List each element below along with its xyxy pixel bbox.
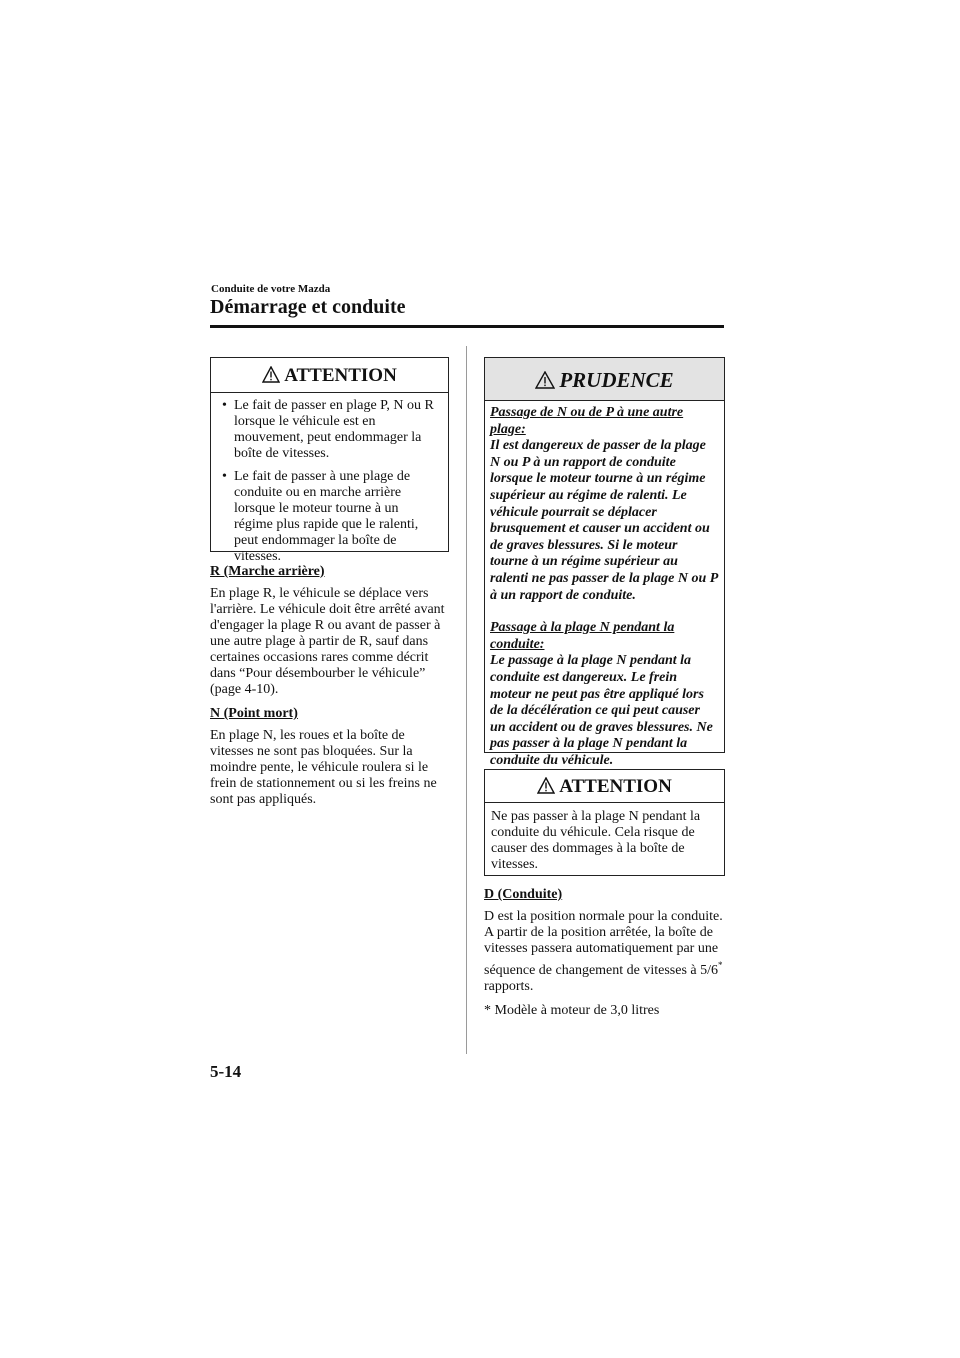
attention-header <box>211 358 448 393</box>
prudence-paragraph: Le passage à la plage N pendant la conduite est dangereux. Le frein moteur ne peut pas être appliqué lors de la décélération ce qui peut causer un accident ou de graves blessures. Ne pas passer à la plage N pendant la conduite du véhicule. <box>490 653 713 768</box>
r-heading: R (Marche arrière) <box>210 564 325 579</box>
d-text-end: rapports. <box>484 979 534 994</box>
bullet-dot-icon: • <box>222 469 227 484</box>
page-number: 5-14 <box>210 1062 242 1081</box>
header-rule <box>210 325 724 328</box>
attention-title: ATTENTION <box>284 365 397 386</box>
attention-box-right <box>484 769 725 876</box>
column-divider <box>466 346 467 1054</box>
footnote: * Modèle à moteur de 3,0 litres <box>484 1003 660 1018</box>
bullet-dot-icon: • <box>222 398 227 413</box>
warning-triangle-icon <box>262 360 280 396</box>
warning-triangle-icon <box>537 772 555 806</box>
attention-bullet <box>222 398 440 462</box>
footnote-marker: * <box>718 960 723 970</box>
d-text: D est la position normale pour la conduite. A partir de la position arrêtée, la boîte de vitesses passera automatiquement par une séquence de changement de vitesses à 5/6 <box>484 909 723 978</box>
prudence-subheading: Passage de N ou de P à une autre plage: <box>490 405 684 437</box>
prudence-subheading: Passage à la plage N pendant la conduite: <box>490 620 675 652</box>
warning-triangle-icon <box>535 360 555 404</box>
attention-box-left <box>210 357 449 564</box>
left-column-text <box>210 564 450 808</box>
prudence-box <box>484 357 725 768</box>
prudence-title: PRUDENCE <box>559 368 674 392</box>
prudence-paragraph: Il est dangereux de passer de la plage N ou P à un rapport de conduite lorsque le moteur tourne à un régime supérieur au régime de ralenti. Le véhicule pourrait se déplacer brusquement et causer un accident ou de graves blessures. Si le moteur tourne à un régime supérieur au ralenti ne pas passer de la plage N ou P à un rapport de conduite. <box>490 438 718 603</box>
d-heading: D (Conduite) <box>484 887 563 902</box>
attention-title: ATTENTION <box>559 776 672 797</box>
d-paragraph <box>484 909 726 995</box>
prudence-header <box>485 358 724 401</box>
attention-bullet <box>222 469 440 565</box>
attention-bullet-text: Le fait de passer en plage P, N ou R lorsque le véhicule est en mouvement, peut endommager la boîte de vitesses. <box>234 398 434 461</box>
right-column-text <box>484 887 726 1019</box>
attention-bullet-text: Le fait de passer à une plage de conduite ou en marche arrière lorsque le moteur tourne à un régime plus rapide que le ralenti, peut endommager la boîte de vitesses. <box>234 469 419 564</box>
attention-header <box>485 770 724 803</box>
r-paragraph: En plage R, le véhicule se déplace vers l'arrière. Le véhicule doit être arrêté avant d'engager la plage R ou avant de passer à une autre plage à partir de R, sauf dans certaines occasions rares comme décrit dans “Pour désembourber le véhicule” (page 4-10). <box>210 586 445 697</box>
attention-text: Ne pas passer à la plage N pendant la conduite du véhicule. Cela risque de causer des dommages à la boîte de vitesses. <box>491 809 701 872</box>
section-label: Conduite de votre Mazda <box>211 283 331 295</box>
n-heading: N (Point mort) <box>210 706 298 721</box>
page-title: Démarrage et conduite <box>210 296 406 318</box>
n-paragraph: En plage N, les roues et la boîte de vitesses ne sont pas bloquées. Sur la moindre pente, le véhicule roulera si le frein de stationnement ou si les freins ne sont pas appliqués. <box>210 728 437 807</box>
